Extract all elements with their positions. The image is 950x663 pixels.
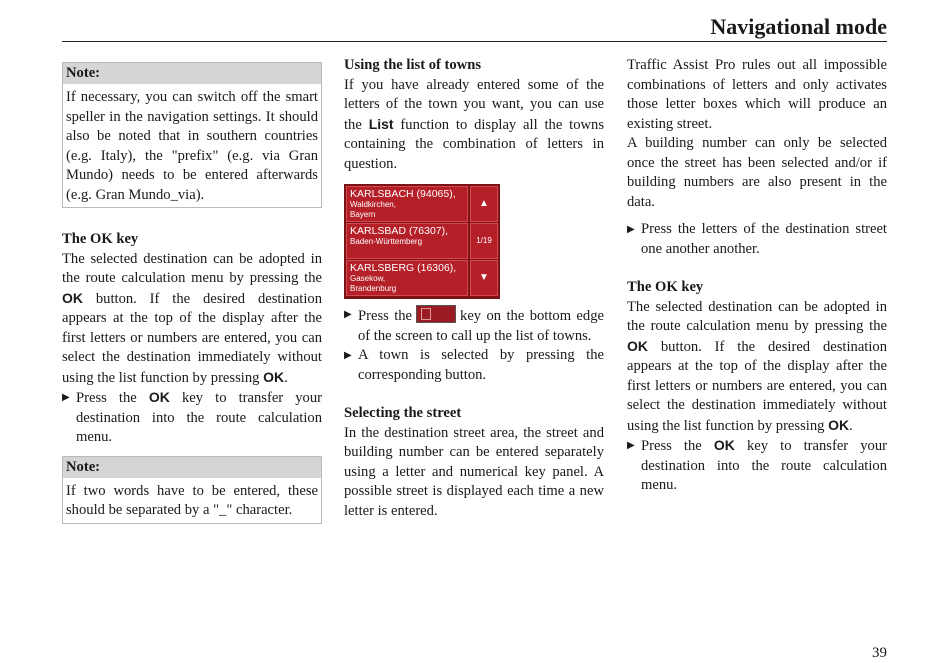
paragraph-ok-key: The selected destination can be adopted in the route calculation menu by pressing the OK button. If the desired destination appears at the top of the display after the first letters or numbers are entered, you can select the destination immediately without using the list function by pressing OK. <box>62 250 322 386</box>
town-list-item: KARLSBERG (16306), Gasekow, Brandenburg <box>346 260 468 296</box>
town-list-screenshot <box>344 184 500 299</box>
ok-keyword: OK <box>713 437 735 453</box>
scroll-up-icon: ▲ <box>470 186 498 222</box>
paragraph-list-of-towns: If you have already entered some of the letters of the town you want, you can use the List function to display all the towns containing the combination of letters in question. <box>344 76 605 172</box>
town-list-item: KARLSBAD (76307), Baden-Württemberg <box>346 223 468 259</box>
section-heading-selecting-street: Selecting the street <box>344 405 462 421</box>
bullet-item: ▶ Press the OK key to transfer your destination into the route calculation menu. <box>62 388 322 448</box>
header-rule <box>62 41 887 42</box>
ok-keyword: OK <box>263 368 285 385</box>
paragraph-text: Traffic Assist Pro rules out all impossible combinations of letters and only activates those letter boxes which will produce an existing street. <box>627 57 887 132</box>
page-title: Navigational mode <box>710 14 887 39</box>
note-box <box>62 62 322 208</box>
note-heading: Note: <box>63 457 321 478</box>
page-number: 39 <box>872 645 887 661</box>
column-right <box>627 56 887 496</box>
paragraph-ok-key: The selected destination can be adopted in the route calculation menu by pressing the OK button. If the desired destination appears at the top of the display after the first letters or numbers are entered, you can select the destination immediately without using the list function by pressing OK. <box>627 298 887 434</box>
column-middle <box>344 56 604 521</box>
list-key-icon <box>416 305 456 323</box>
section-heading-list-of-towns: Using the list of towns <box>344 57 482 73</box>
column-left <box>62 62 322 538</box>
scroll-down-icon: ▼ <box>470 260 498 296</box>
bullet-item: ▶ Press the key on the bottom edge of the screen to call up the list of towns. <box>344 305 604 346</box>
section-heading-ok-key: The OK key <box>627 279 704 295</box>
note-text: If necessary, you can switch off the smart speller in the navigation settings. It should also be noted that in southern countries (e.g. Italy), the "prefix" (e.g. via Gran Mundo) needs to be entered afterwards (e.g. Gran Mundo_via). <box>66 89 318 203</box>
note-text: If two words have to be entered, these should be separated by a "_" character. <box>66 482 318 518</box>
bullet-item: ▶ Press the OK key to transfer your destination into the route calculation menu. <box>627 436 887 496</box>
list-keyword: List <box>368 115 394 132</box>
note-box <box>62 456 322 524</box>
section-heading-ok-key: The OK key <box>62 231 139 247</box>
note-heading: Note: <box>63 63 321 84</box>
paragraph-selecting-street: In the destination street area, the street and building number can be entered separately using a letter and numerical key panel. A possible street is displayed each time a new letter is entered. <box>344 424 604 519</box>
paragraph-text: A building number can only be selected once the street has been selected and/or if building numbers are also present in the data. <box>627 135 887 210</box>
bullet-item: ▶ A town is selected by pressing the corresponding button. <box>344 346 604 385</box>
town-list-item: KARLSBACH (94065), Waldkirchen, Bayern <box>346 186 468 222</box>
page-indicator: 1/19 <box>470 223 498 259</box>
ok-keyword: OK <box>148 389 170 405</box>
bullet-item: ▶ Press the letters of the destination street one another another. <box>627 220 887 259</box>
ok-keyword: OK <box>627 337 648 354</box>
ok-keyword: OK <box>828 416 850 433</box>
ok-keyword: OK <box>62 289 83 306</box>
